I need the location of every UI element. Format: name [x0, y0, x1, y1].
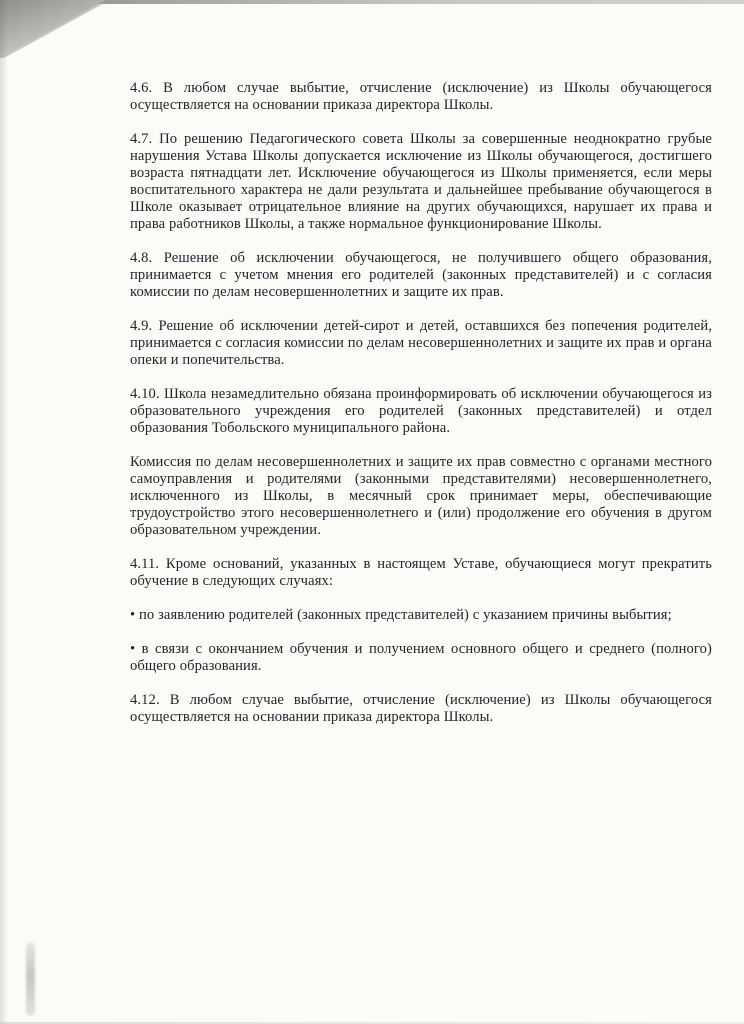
- paragraph-4-8: 4.8. Решение об исключении обучающегося, не получившего общего образования, принимается с учетом мнения его родителей (законных представителей) и с согласия комиссии по делам несовершеннолетних и защите их прав.: [130, 250, 712, 300]
- paragraph-4-6: 4.6. В любом случае выбытие, отчисление (исключение) из Школы обучающегося осуществляется на основании приказа директора Школы.: [130, 80, 712, 113]
- document-body: [130, 80, 712, 743]
- bullet-item-2: • в связи с окончанием обучения и получением основного общего и среднего (полного) общего образования.: [130, 641, 712, 674]
- scan-left-edge-shade-artifact: [0, 0, 8, 1024]
- paragraph-4-12: 4.12. В любом случае выбытие, отчисление (исключение) из Школы обучающегося осуществляется на основании приказа директора Школы.: [130, 692, 712, 725]
- scan-bottom-left-smudge-artifact: [26, 942, 35, 1016]
- scan-top-edge-artifact: [0, 0, 744, 4]
- paragraph-4-11: 4.11. Кроме оснований, указанных в настоящем Уставе, обучающиеся могут прекратить обучение в следующих случаях:: [130, 556, 712, 589]
- paragraph-4-9: 4.9. Решение об исключении детей-сирот и детей, оставшихся без попечения родителей, принимается с согласия комиссии по делам несовершеннолетних и защите их прав и органа опеки и попечительства.: [130, 318, 712, 368]
- paragraph-4-10: 4.10. Школа незамедлительно обязана проинформировать об исключении обучающегося из образовательного учреждения его родителей (законных представителей) и отдел образования Тобольского муниципального района.: [130, 386, 712, 436]
- paragraph-commission: Комиссия по делам несовершеннолетних и защите их прав совместно с органами местного самоуправления и родителями (законными представителями) несовершеннолетнего, исключенного из Школы, в месячный срок принимает меры, обеспечивающие трудоустройство этого несовершеннолетнего и (или) продолжение его обучения в другом образовательном учреждении.: [130, 454, 712, 538]
- bullet-item-1: • по заявлению родителей (законных представителей) с указанием причины выбытия;: [130, 607, 672, 623]
- paragraph-4-7: 4.7. По решению Педагогического совета Школы за совершенные неоднократно грубые нарушения Устава Школы допускается исключение из Школы обучающегося, достигшего возраста пятнадцати лет. Исключение обучающегося из Школы применяется, если меры воспитательного характера не дали результата и дальнейшее пребывание обучающегося в Школе оказывает отрицательное влияние на других обучающихся, нарушает их права и права работников Школы, а также нормальное функционирование Школы.: [130, 131, 712, 232]
